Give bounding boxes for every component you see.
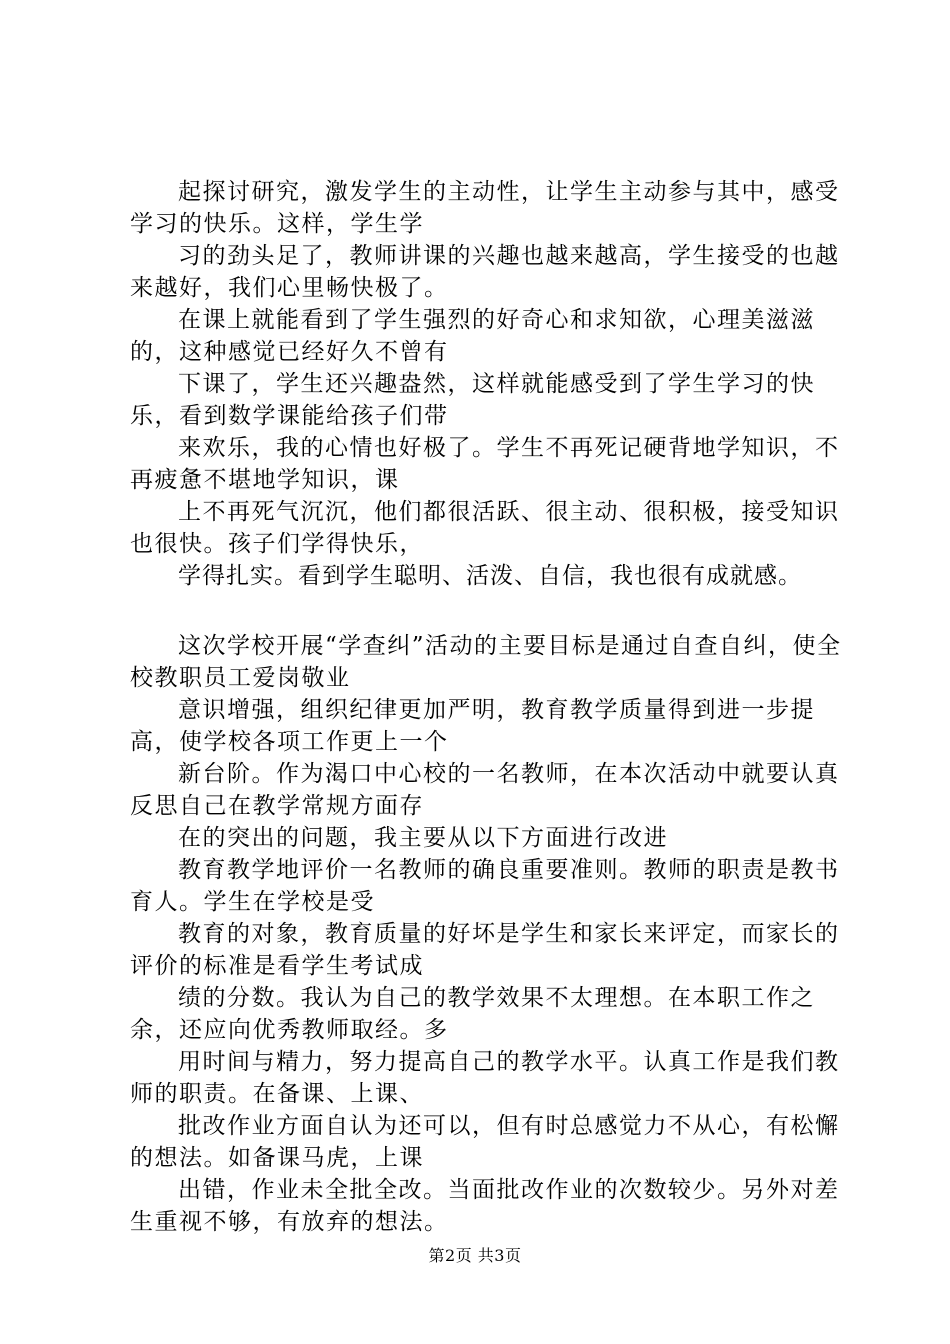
paragraph: 用时间与精力，努力提高自己的教学水平。认真工作是我们教师的职责。在备课、上课、 — [130, 1049, 840, 1107]
paragraph: 在课上就能看到了学生强烈的好奇心和求知欲，心理美滋滋的，这种感觉已经好久不曾有 — [130, 307, 815, 365]
paragraph: 出错，作业未全批全改。当面批改作业的次数较少。另外对差生重视不够，有放弃的想法。 — [130, 1177, 840, 1235]
document-body — [130, 176, 850, 1238]
paragraph: 批改作业方面自认为还可以，但有时总感觉力不从心，有松懈的想法。如备课马虎，上课 — [130, 1113, 840, 1171]
paragraph: 习的劲头足了，教师讲课的兴趣也越来越高，学生接受的也越来越好，我们心里畅快极了。 — [130, 243, 840, 301]
paragraph: 来欢乐，我的心情也好极了。学生不再死记硬背地学知识，不再疲惫不堪地学知识，课 — [130, 435, 840, 493]
paragraph: 教育的对象，教育质量的好坏是学生和家长来评定，而家长的评价的标准是看学生考试成 — [130, 921, 840, 979]
paragraph: 绩的分数。我认为自己的教学效果不太理想。在本职工作之余，还应向优秀教师取经。多 — [130, 985, 815, 1043]
paragraph: 在的突出的问题，我主要从以下方面进行改进 — [178, 825, 668, 851]
page-number-footer: 第2页 共3页 — [428, 1246, 522, 1265]
paragraph: 学得扎实。看到学生聪明、活泼、自信，我也很有成就感。 — [178, 563, 802, 589]
paragraph: 起探讨研究，激发学生的主动性，让学生主动参与其中，感受学习的快乐。这样，学生学 — [130, 179, 840, 237]
paragraph: 这次学校开展“学查纠”活动的主要目标是通过自查自纠，使全校教职员工爱岗敬业 — [130, 633, 842, 691]
paragraph: 教育教学地评价一名教师的确良重要准则。教师的职责是教书育人。学生在学校是受 — [130, 857, 840, 915]
paragraph: 意识增强，组织纪律更加严明，教育教学质量得到进一步提高，使学校各项工作更上一个 — [130, 697, 815, 755]
paragraph: 新台阶。作为渴口中心校的一名教师，在本次活动中就要认真反思自己在教学常规方面存 — [130, 761, 840, 819]
paragraph: 上不再死气沉沉，他们都很活跃、很主动、很积极，接受知识也很快。孩子们学得快乐， — [130, 499, 840, 557]
paragraph: 下课了，学生还兴趣盎然，这样就能感受到了学生学习的快乐，看到数学课能给孩子们带 — [130, 371, 815, 429]
section-gap — [130, 592, 850, 630]
